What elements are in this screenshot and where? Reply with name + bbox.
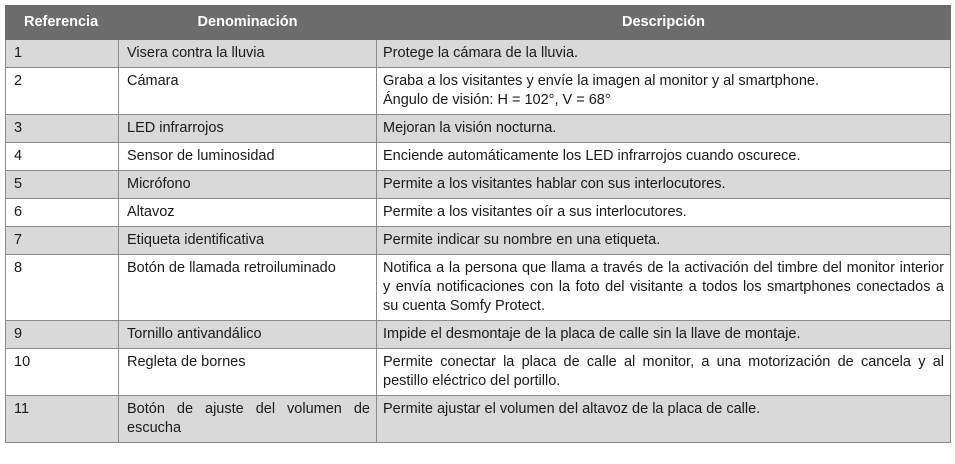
cell-descripcion	[377, 171, 951, 199]
cell-descripcion	[377, 115, 951, 143]
cell-referencia: 8	[6, 255, 119, 321]
cell-descripcion	[377, 321, 951, 349]
table-row	[6, 199, 951, 227]
header-referencia: Referencia	[6, 6, 119, 40]
table-row	[6, 171, 951, 199]
table-body	[6, 40, 951, 443]
header-denominacion: Denominación	[119, 6, 377, 40]
table-row	[6, 115, 951, 143]
cell-descripcion	[377, 349, 951, 396]
descripcion-text: Permite a los visitantes oír a sus interlocutores.	[383, 204, 687, 220]
descripcion-text: Permite ajustar el volumen del altavoz de la placa de calle.	[383, 401, 761, 417]
cell-descripcion	[377, 40, 951, 68]
table-header-row	[6, 6, 951, 40]
components-table-container	[5, 5, 950, 443]
cell-referencia: 9	[6, 321, 119, 349]
cell-referencia: 7	[6, 227, 119, 255]
cell-denominacion: Regleta de bornes	[119, 349, 377, 396]
cell-descripcion	[377, 68, 951, 115]
descripcion-text: Permite a los visitantes hablar con sus interlocutores.	[383, 176, 726, 192]
table-row	[6, 68, 951, 115]
descripcion-text: Protege la cámara de la lluvia.	[383, 45, 579, 61]
cell-denominacion: Etiqueta identificativa	[119, 227, 377, 255]
table-row	[6, 40, 951, 68]
descripcion-text: Mejoran la visión nocturna.	[383, 120, 557, 136]
cell-denominacion: LED infrarrojos	[119, 115, 377, 143]
table-row	[6, 227, 951, 255]
cell-descripcion	[377, 396, 951, 443]
cell-denominacion: Botón de ajuste del volumen de escucha	[119, 396, 377, 443]
components-table	[5, 5, 951, 443]
cell-descripcion	[377, 143, 951, 171]
cell-referencia: 3	[6, 115, 119, 143]
cell-denominacion: Micrófono	[119, 171, 377, 199]
cell-descripcion	[377, 199, 951, 227]
table-row	[6, 255, 951, 321]
table-row	[6, 143, 951, 171]
cell-descripcion	[377, 227, 951, 255]
cell-referencia: 6	[6, 199, 119, 227]
table-row	[6, 321, 951, 349]
cell-denominacion: Sensor de luminosidad	[119, 143, 377, 171]
descripcion-text: Permite conectar la placa de calle al monitor, a una motorización de cancela y al pestillo eléctrico del portillo.	[383, 354, 944, 389]
cell-denominacion: Cámara	[119, 68, 377, 115]
cell-referencia: 11	[6, 396, 119, 443]
table-row	[6, 349, 951, 396]
cell-denominacion: Tornillo antivandálico	[119, 321, 377, 349]
descripcion-text: Permite indicar su nombre en una etiqueta.	[383, 232, 661, 248]
cell-referencia: 2	[6, 68, 119, 115]
descripcion-text: Notifica a la persona que llama a través de la activación del timbre del monitor interior y envía notificaciones con la foto del visitante a todos los smartphones conectados a su cuenta Somfy Protect.	[383, 260, 944, 314]
cell-descripcion	[377, 255, 951, 321]
cell-referencia: 1	[6, 40, 119, 68]
descripcion-text: Enciende automáticamente los LED infrarrojos cuando oscurece.	[383, 148, 801, 164]
cell-referencia: 10	[6, 349, 119, 396]
descripcion-text: Ángulo de visión: H = 102°, V = 68°	[383, 92, 611, 108]
cell-denominacion: Botón de llamada retroiluminado	[119, 255, 377, 321]
descripcion-text: Impide el desmontaje de la placa de calle sin la llave de montaje.	[383, 326, 801, 342]
descripcion-text: Graba a los visitantes y envíe la imagen al monitor y al smartphone.	[383, 73, 820, 89]
header-descripcion: Descripción	[377, 6, 951, 40]
cell-denominacion: Altavoz	[119, 199, 377, 227]
cell-referencia: 5	[6, 171, 119, 199]
cell-referencia: 4	[6, 143, 119, 171]
table-row	[6, 396, 951, 443]
cell-denominacion: Visera contra la lluvia	[119, 40, 377, 68]
